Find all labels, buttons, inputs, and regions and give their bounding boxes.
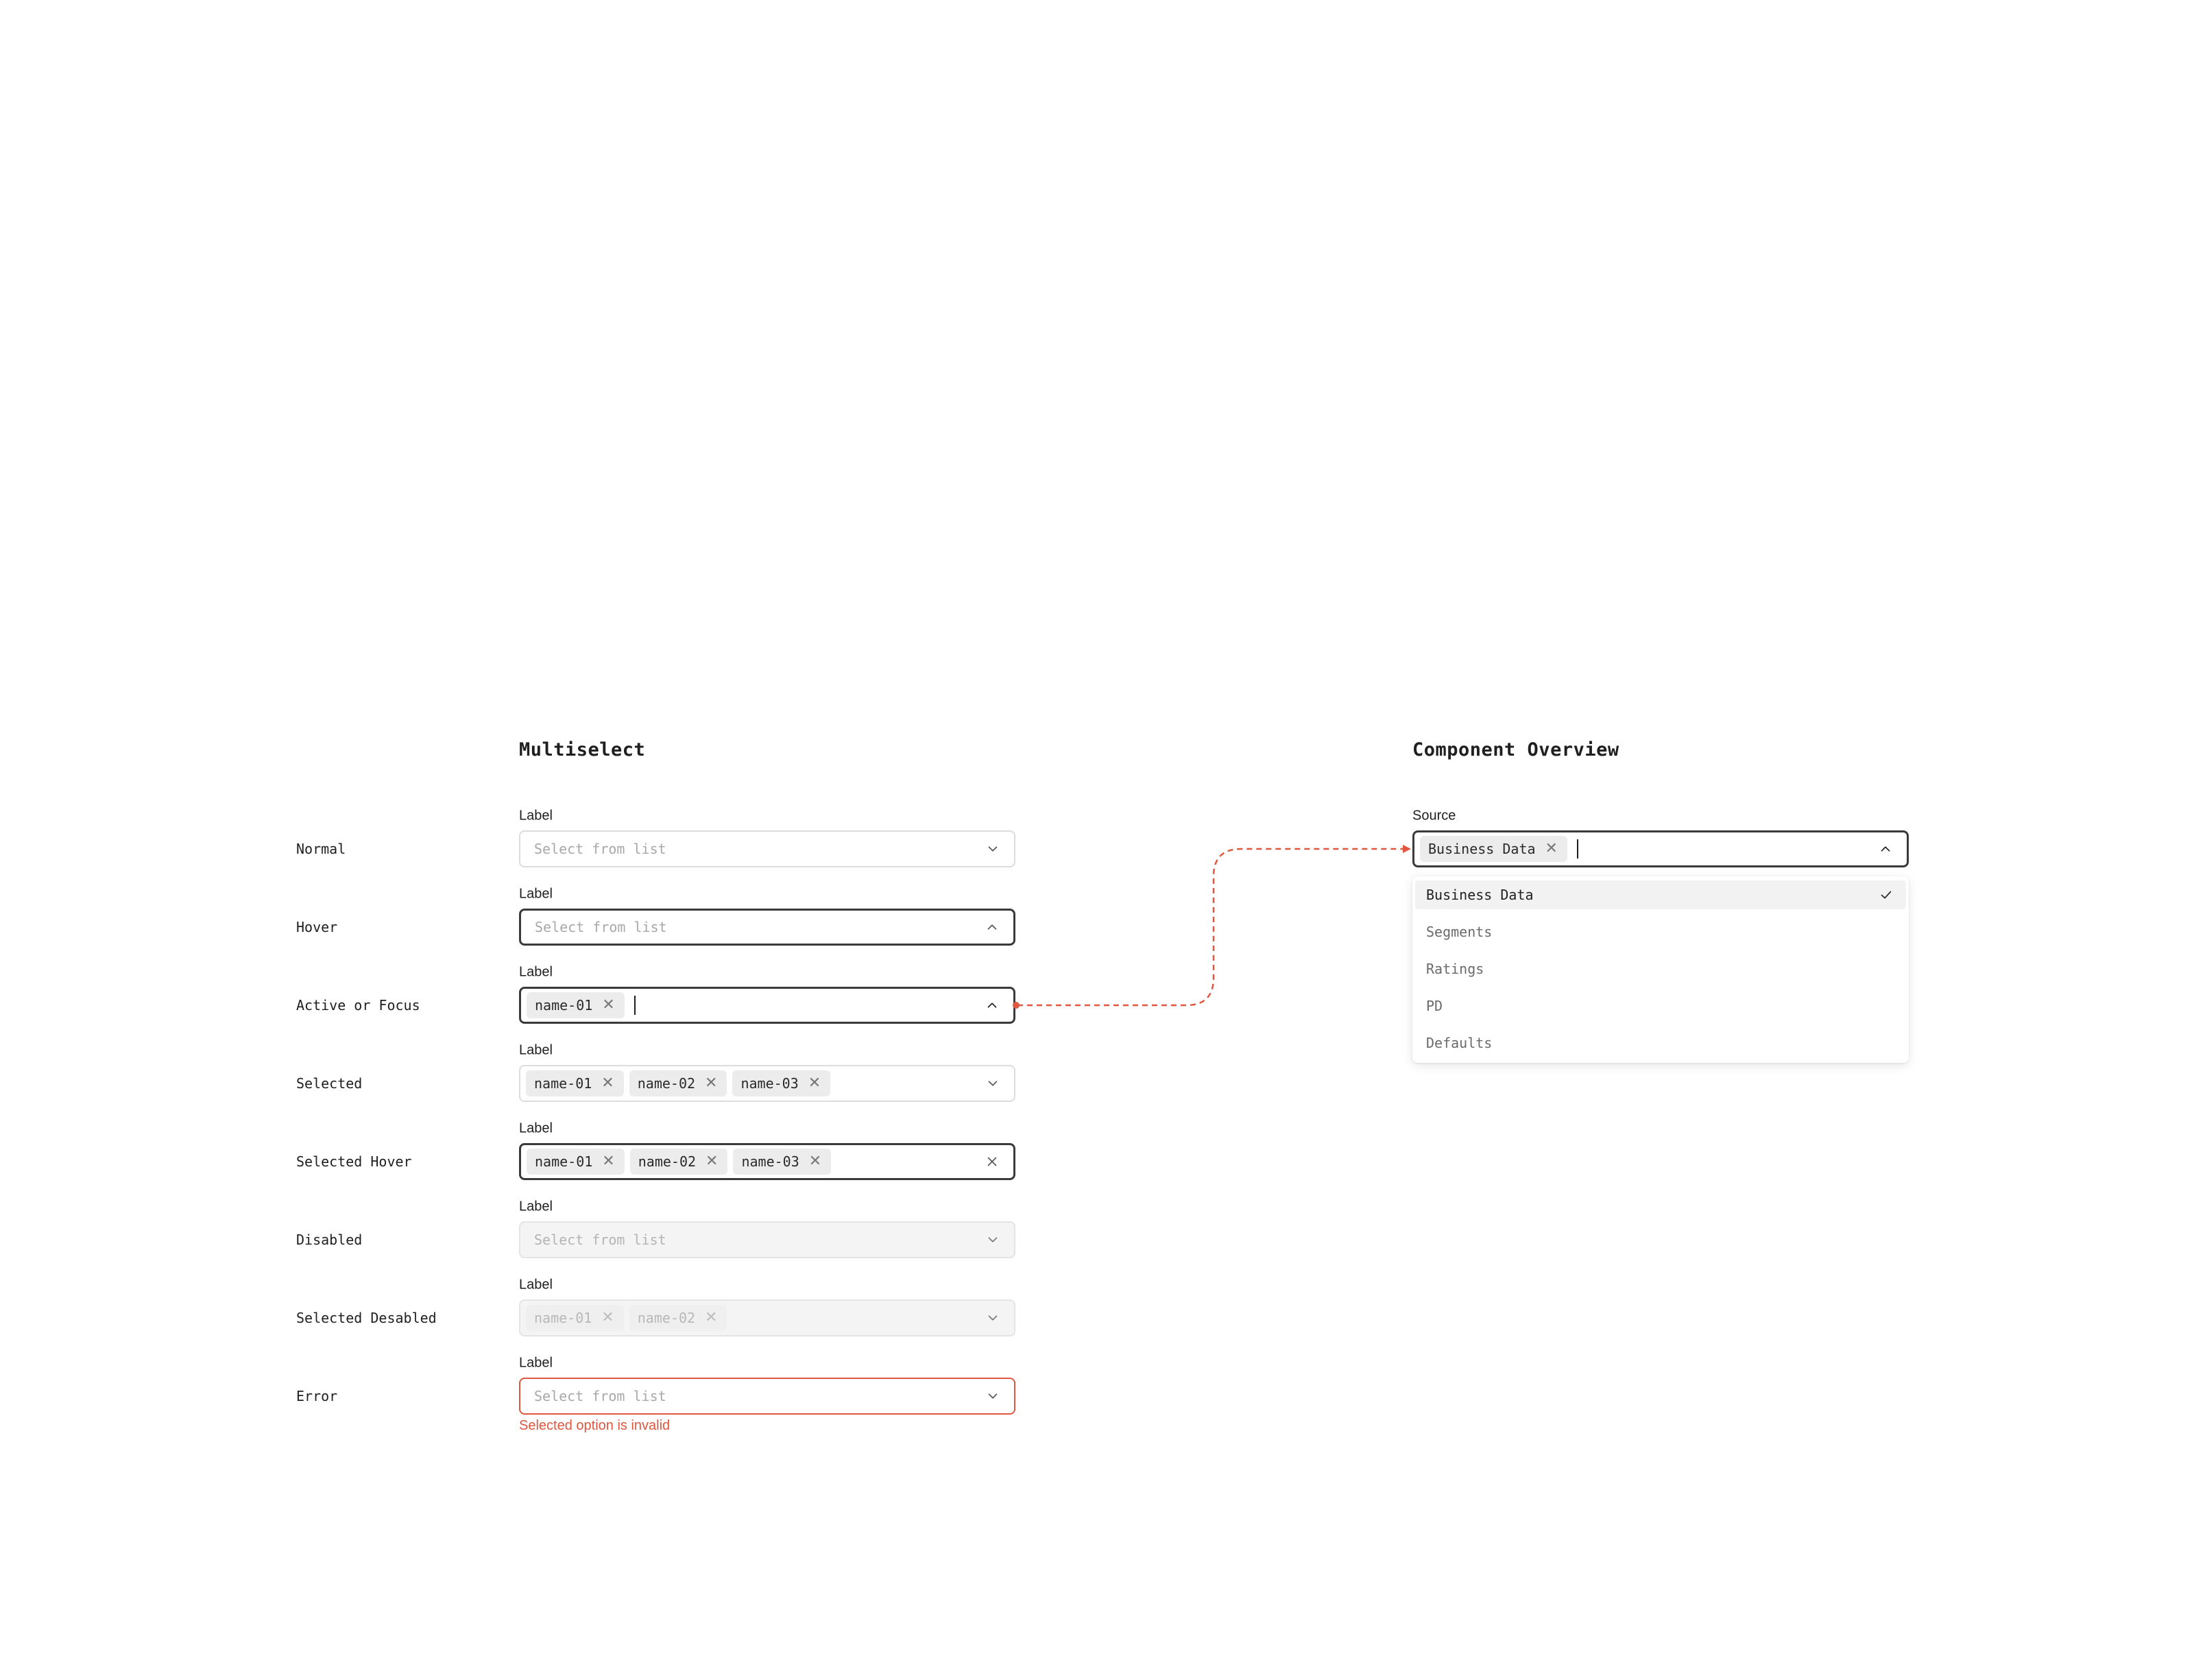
field-label: Label	[519, 1355, 553, 1371]
multiselect-selected-disabled	[519, 1299, 1015, 1336]
chip-label: name-03	[741, 1153, 799, 1170]
component-overview-title: Component Overview	[1412, 739, 1619, 760]
close-icon[interactable]: ✕	[808, 1075, 821, 1092]
field-label: Label	[519, 808, 553, 824]
dropdown-option[interactable]	[1415, 917, 1906, 946]
text-caret	[634, 996, 636, 1015]
placeholder-text: Select from list	[535, 919, 667, 935]
state-label-error: Error	[296, 1388, 338, 1404]
chip	[1420, 836, 1567, 862]
state-label-selected-hover: Selected Hover	[296, 1153, 412, 1170]
field-label: Label	[519, 886, 553, 902]
chip	[732, 1070, 830, 1096]
state-label-selected-disabled: Selected Desabled	[296, 1310, 437, 1326]
close-icon[interactable]: ✕	[706, 1153, 719, 1170]
chevron-up-icon[interactable]	[1877, 840, 1894, 858]
close-icon[interactable]: ✕	[705, 1075, 718, 1092]
multiselect-error[interactable]	[519, 1378, 1015, 1415]
field-label: Label	[519, 1277, 553, 1293]
chip	[733, 1149, 831, 1175]
chip	[527, 992, 625, 1018]
placeholder-text: Select from list	[534, 1232, 666, 1248]
chip	[629, 1070, 727, 1096]
chevron-down-icon	[984, 1309, 1002, 1327]
option-label: Ratings	[1426, 961, 1484, 977]
chip-label: name-01	[534, 1075, 592, 1092]
placeholder-text: Select from list	[534, 841, 666, 857]
option-label: PD	[1426, 998, 1443, 1014]
chip-label: name-01	[535, 1153, 593, 1170]
field-label: Label	[519, 1042, 553, 1058]
state-label-normal: Normal	[296, 841, 346, 857]
chip	[527, 1149, 625, 1175]
field-label: Label	[519, 964, 553, 980]
multiselect-normal[interactable]	[519, 830, 1015, 867]
multiselect-selected[interactable]	[519, 1065, 1015, 1102]
chip-label: Business Data	[1428, 841, 1536, 857]
chip-label: name-03	[740, 1075, 799, 1092]
option-label: Segments	[1426, 924, 1493, 940]
check-icon	[1879, 887, 1894, 902]
state-label-selected: Selected	[296, 1075, 363, 1092]
multiselect-active[interactable]	[519, 987, 1015, 1024]
chip	[629, 1305, 727, 1331]
text-caret	[1577, 839, 1578, 859]
chevron-down-icon	[984, 1231, 1002, 1249]
state-label-hover: Hover	[296, 919, 338, 935]
error-message: Selected option is invalid	[519, 1418, 671, 1433]
chip-label: name-01	[535, 997, 593, 1013]
chip	[526, 1305, 624, 1331]
multiselect-disabled	[519, 1221, 1015, 1258]
option-label: Business Data	[1426, 887, 1534, 903]
multiselect-title: Multiselect	[519, 739, 646, 760]
state-label-disabled: Disabled	[296, 1232, 363, 1248]
source-multiselect[interactable]	[1412, 830, 1909, 867]
multiselect-selected-hover[interactable]	[519, 1143, 1015, 1180]
field-label: Label	[519, 1199, 553, 1214]
close-icon[interactable]: ✕	[602, 1153, 615, 1170]
state-label-active: Active or Focus	[296, 997, 420, 1013]
dropdown-option[interactable]	[1415, 955, 1906, 983]
chip	[630, 1149, 728, 1175]
clear-all-icon[interactable]	[983, 1153, 1001, 1171]
chip-label: name-02	[637, 1310, 696, 1326]
field-label: Label	[519, 1120, 553, 1136]
chip-label: name-01	[534, 1310, 592, 1326]
chip	[526, 1070, 624, 1096]
close-icon[interactable]: ✕	[1545, 840, 1558, 857]
chip-label: name-02	[637, 1075, 696, 1092]
close-icon[interactable]: ✕	[602, 996, 615, 1013]
close-icon: ✕	[601, 1309, 614, 1326]
chevron-down-icon[interactable]	[984, 1075, 1002, 1092]
close-icon[interactable]: ✕	[601, 1075, 614, 1092]
placeholder-text: Select from list	[534, 1388, 666, 1404]
dropdown-menu	[1412, 876, 1909, 1063]
chevron-up-icon[interactable]	[983, 996, 1001, 1014]
chip-label: name-02	[638, 1153, 697, 1170]
chevron-down-icon[interactable]	[984, 1387, 1002, 1405]
chevron-up-icon[interactable]	[983, 918, 1001, 936]
option-label: Defaults	[1426, 1035, 1493, 1051]
close-icon[interactable]: ✕	[808, 1153, 822, 1170]
dropdown-option[interactable]	[1415, 880, 1906, 909]
close-icon: ✕	[705, 1309, 718, 1326]
multiselect-hover[interactable]	[519, 909, 1015, 946]
dropdown-option[interactable]	[1415, 1029, 1906, 1057]
chevron-down-icon[interactable]	[984, 840, 1002, 858]
source-field-label: Source	[1412, 808, 1456, 824]
dropdown-option[interactable]	[1415, 992, 1906, 1020]
